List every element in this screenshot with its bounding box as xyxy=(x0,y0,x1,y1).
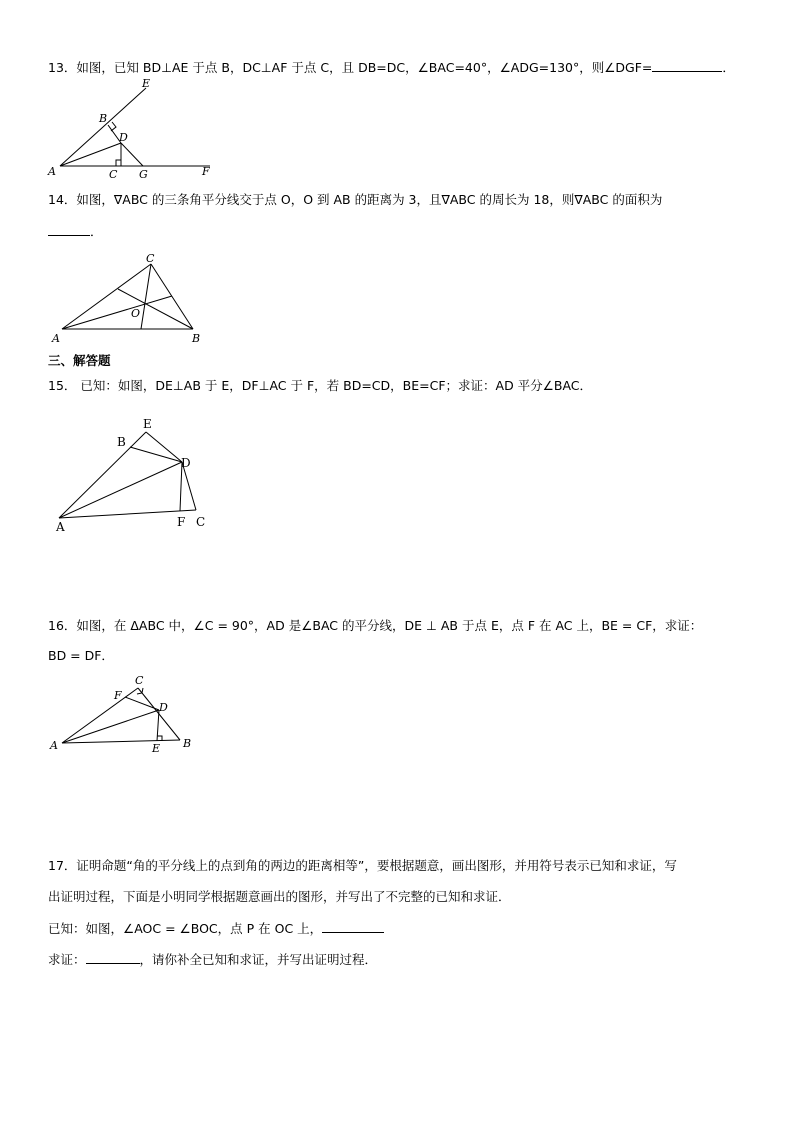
q15-label-F: F xyxy=(177,515,186,529)
q15-label-B: B xyxy=(117,435,126,449)
q16-label-B: B xyxy=(183,737,192,750)
q13-label-F: F xyxy=(202,165,210,178)
q13-label-E: E xyxy=(142,77,151,90)
q16-text-1: 16．如图，在 ΔABC 中，∠C = 90°，AD 是∠BAC 的平分线，DE ⊥ AB 于点 E，点 F 在 AC 上，BE = CF，求证： xyxy=(48,618,703,633)
q16-label-F: F xyxy=(114,689,122,702)
q13-statement: 13．如图，已知 BD⊥AE 于点 B，DC⊥AF 于点 C，且 DB=DC，∠BAC=40°，∠ADG=130°，则∠DGF= xyxy=(48,60,653,75)
q14-label-A: A xyxy=(52,332,60,345)
q13-end: ． xyxy=(722,60,735,75)
q17-known-line xyxy=(48,920,384,937)
q17-prove-text: ，请你补全已知和求证，并写出证明过程． xyxy=(139,952,378,967)
q17-text-2: 出证明过程，下面是小明同学根据题意画出的图形，并写出了不完整的已知和求证． xyxy=(48,889,511,904)
q13-label-G: G xyxy=(139,168,148,181)
q16-label-D: D xyxy=(159,701,168,714)
q14-end: ． xyxy=(90,224,103,239)
q14-text: 14．如图，∇ABC 的三条角平分线交于点 O，O 到 AB 的距离为 3，且∇ABC 的周长为 18，则∇ABC 的面积为 xyxy=(48,192,663,207)
q16-label-A: A xyxy=(50,739,58,752)
q15-label-D: D xyxy=(181,456,191,470)
q14-label-C: C xyxy=(146,252,155,265)
q17-prove-blank[interactable] xyxy=(86,951,140,964)
q17-known-text: 已知：如图，∠AOC = ∠BOC，点 P 在 OC 上， xyxy=(48,921,323,936)
q17-prove-label: 求证： xyxy=(48,952,86,967)
q14-label-B: B xyxy=(192,332,201,345)
q16-label-E: E xyxy=(152,742,161,755)
q17-prove-line xyxy=(48,951,377,968)
q13-label-A: A xyxy=(48,165,56,178)
q15-label-A: A xyxy=(56,520,65,534)
q14-label-O: O xyxy=(131,307,141,320)
q17-text-1: 17．证明命题“角的平分线上的点到角的两边的距离相等”，要根据题意，画出图形，并用符号表示已知和求证，写 xyxy=(48,858,677,873)
q13-label-B: B xyxy=(99,112,108,125)
section-title: 三、解答题 xyxy=(48,353,111,368)
q15-label-E: E xyxy=(143,417,152,431)
q16-text-2: BD = DF． xyxy=(48,648,114,663)
q16-label-C: C xyxy=(135,674,144,687)
q15-text: 15． 已知：如图，DE⊥AB 于 E，DF⊥AC 于 F，若 BD=CD，BE=CF；求证：AD 平分∠BAC． xyxy=(48,378,593,393)
q13-label-C: C xyxy=(109,168,118,181)
q15-label-C: C xyxy=(196,515,206,529)
q17-known-blank[interactable] xyxy=(322,920,384,933)
q13-label-D: D xyxy=(119,131,128,144)
